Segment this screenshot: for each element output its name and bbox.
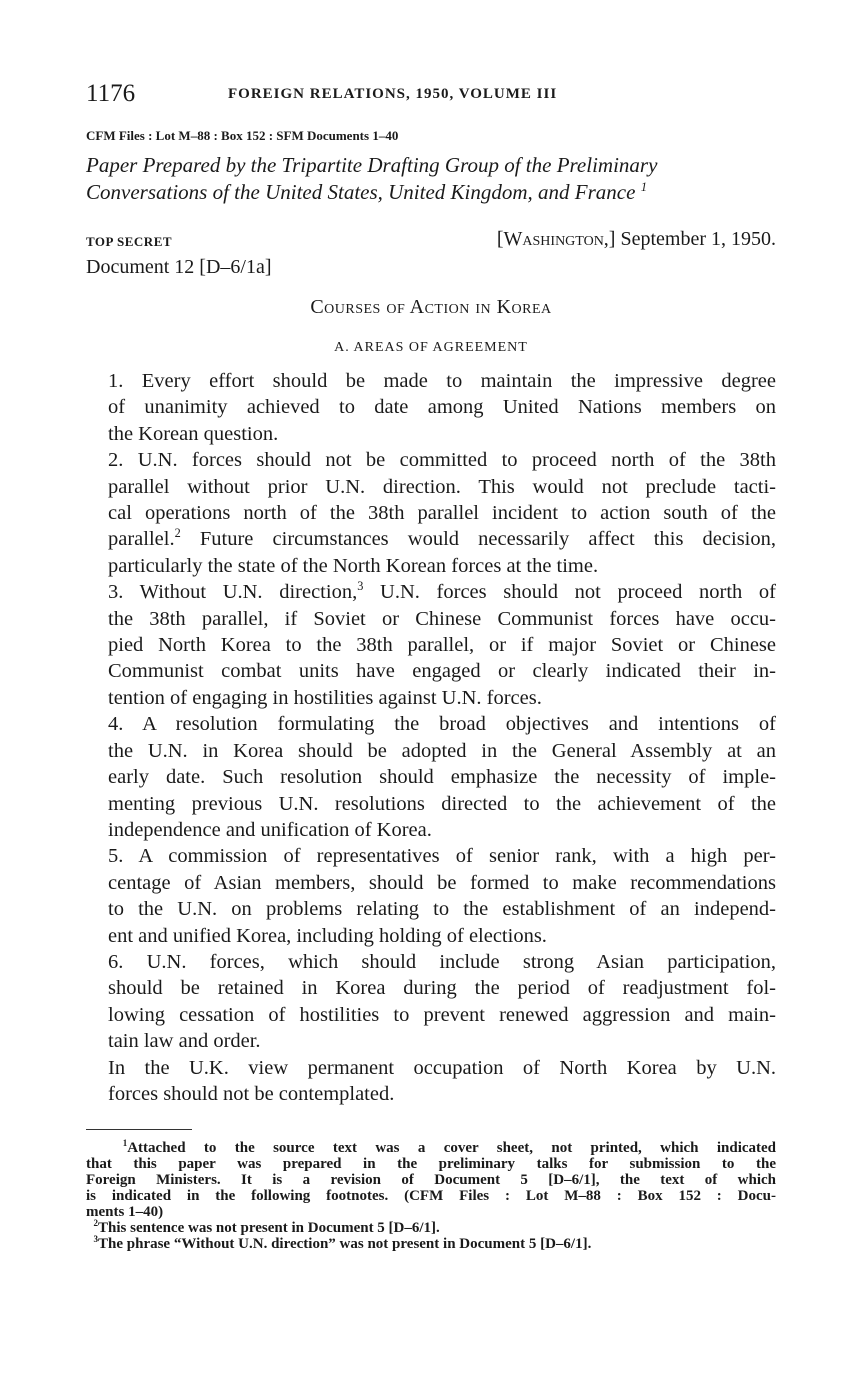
footnote-line	[86, 1140, 776, 1156]
text-line: forces should not be contemplated.	[108, 1082, 395, 1105]
body-text	[86, 368, 776, 1107]
text-line: to the U.N. on problems relating to the establishment of an independ-	[108, 898, 776, 921]
text-line: the U.N. in Korea should be adopted in the General Assembly at an	[108, 739, 776, 762]
footnote-1	[86, 1140, 776, 1220]
footnote-mark: 2	[93, 1218, 98, 1228]
text-line: should be retained in Korea during the period of readjustment fol-	[108, 977, 776, 1000]
text-line	[86, 526, 776, 552]
text-line: 4. A resolution formulating the broad objectives and intentions of	[108, 713, 776, 736]
footnote-3	[86, 1236, 776, 1252]
text-line: early date. Such resolution should emphasize the necessity of imple-	[108, 766, 776, 789]
text-line: lowing cessation of hostilities to prevent renewed aggression and main-	[108, 1003, 776, 1026]
text-segment: U.N. forces should not proceed north of	[363, 581, 777, 604]
page-header	[86, 80, 776, 110]
paragraph-2	[86, 447, 776, 579]
document-title	[86, 152, 776, 206]
footnote-line: is indicated in the following footnotes. (CFM Files : Lot M–88 : Box 152 : Docu-	[86, 1188, 776, 1204]
paragraph-4	[86, 711, 776, 843]
dateline-date: September 1, 1950.	[620, 228, 776, 250]
dateline	[497, 228, 776, 251]
text-line: menting previous U.N. resolutions directed to the achievement of the	[108, 792, 776, 815]
footnote-line	[86, 1236, 776, 1252]
text-line	[86, 579, 776, 605]
text-line: 6. U.N. forces, which should include strong Asian participation,	[108, 950, 776, 973]
text-line: of unanimity achieved to date among United Nations members on	[108, 396, 776, 419]
text-line: the 38th parallel, if Soviet or Chinese Communist forces have occu-	[108, 607, 776, 630]
text-line: tention of engaging in hostilities against U.N. forces.	[108, 686, 542, 709]
document-number: Document 12 [D–6/1a]	[86, 256, 272, 278]
footnote-mark: 3	[93, 1234, 98, 1244]
subsection-title: A. AREAS OF AGREEMENT	[334, 340, 528, 355]
text-line: 1. Every effort should be made to maintain the impressive degree	[108, 370, 776, 392]
text-line: Communist combat units have engaged or clearly indicated their in-	[108, 660, 776, 683]
text-line: parallel without prior U.N. direction. This would not preclude tacti-	[108, 475, 776, 498]
footnote-mark: 2	[174, 526, 181, 541]
footnote-mark: 1	[640, 180, 647, 194]
paragraph-3	[86, 579, 776, 711]
text-line: the Korean question.	[108, 422, 279, 445]
footnote-divider	[86, 1129, 192, 1130]
footnote-line: Foreign Ministers. It is a revision of Document 5 [D–6/1], the text of which	[86, 1172, 776, 1188]
text-line: tain law and order.	[108, 1030, 261, 1053]
title-line	[86, 179, 776, 206]
footnote-line	[86, 1220, 776, 1236]
text-line: independence and unification of Korea.	[108, 818, 432, 841]
title-line: Paper Prepared by the Tripartite Drafting Group of the Preliminary	[86, 153, 658, 177]
text-segment: Attached to the source text was a cover sheet, not printed, which indicated	[127, 1140, 777, 1156]
section-title: Courses of Action in Korea	[310, 296, 552, 318]
footnote-line: ments 1–40)	[86, 1204, 164, 1220]
page-number: 1176	[86, 80, 136, 107]
footnote-2	[86, 1220, 776, 1236]
text-segment: This sentence was not present in Document 5 [D–6/1].	[98, 1220, 440, 1236]
text-segment: 3. Without U.N. direction,	[108, 581, 358, 604]
text-line: cal operations north of the 38th parallel incident to action south of the	[108, 502, 776, 525]
paragraph-7	[86, 1055, 776, 1108]
footnote-line: that this paper was prepared in the preliminary talks for submission to the	[86, 1156, 776, 1172]
text-line: ent and unified Korea, including holding of elections.	[108, 924, 547, 947]
text-segment: The phrase “Without U.N. direction” was not present in Document 5 [D–6/1].	[98, 1236, 592, 1252]
text-line: 2. U.N. forces should not be committed to proceed north of the 38th	[108, 449, 776, 472]
text-segment: Future circumstances would necessarily affect this decision,	[180, 528, 776, 551]
classification-label: TOP SECRET	[86, 234, 173, 249]
footnotes	[86, 1140, 776, 1252]
footnote-mark: 1	[122, 1138, 128, 1148]
paragraph-1	[86, 368, 776, 447]
footnote-mark: 3	[357, 579, 364, 594]
paragraph-5	[86, 843, 776, 949]
text-line: In the U.K. view permanent occupation of North Korea by U.N.	[108, 1056, 776, 1079]
text-line: particularly the state of the North Korean forces at the time.	[108, 554, 599, 577]
text-line: centage of Asian members, should be formed to make recommendations	[108, 871, 776, 894]
title-line-text: Conversations of the United States, United Kingdom, and France	[86, 180, 636, 204]
text-line: pied North Korea to the 38th parallel, or if major Soviet or Chinese	[108, 634, 776, 657]
text-line: 5. A commission of representatives of senior rank, with a high per-	[108, 845, 776, 868]
dateline-place: [Washington,]	[496, 228, 616, 250]
running-head: FOREIGN RELATIONS, 1950, VOLUME III	[228, 86, 558, 102]
text-segment: parallel.	[108, 528, 175, 551]
paragraph-6	[86, 949, 776, 1055]
file-reference: CFM Files : Lot M–88 : Box 152 : SFM Documents 1–40	[86, 128, 399, 143]
